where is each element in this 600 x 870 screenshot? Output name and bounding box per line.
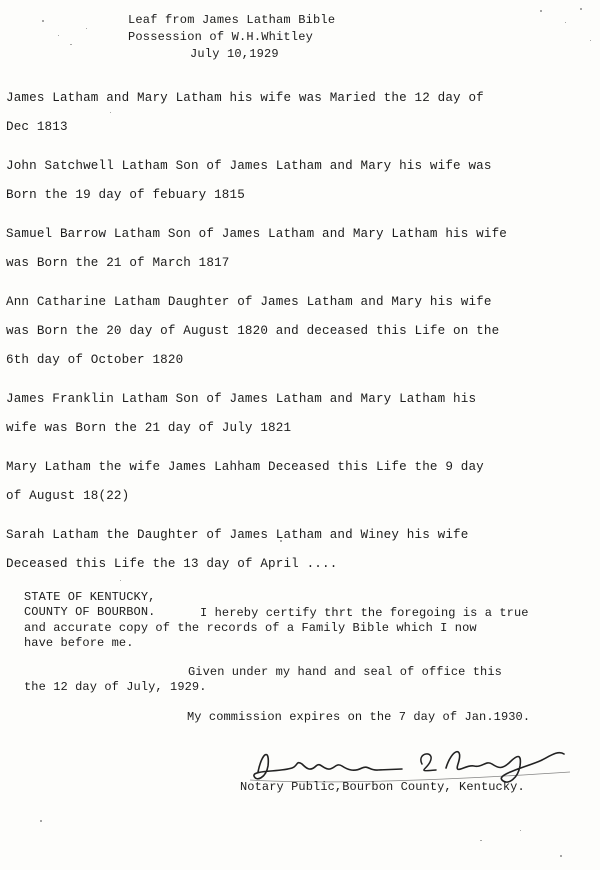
document-header <box>128 12 335 63</box>
record-line: of August 18(22) <box>6 489 130 503</box>
record-line: James Franklin Latham Son of James Latham and Mary Latham his <box>6 392 477 406</box>
certificate-given-line: the 12 day of July, 1929. <box>24 680 207 694</box>
record-marriage <box>6 84 591 142</box>
record-line: Dec 1813 <box>6 120 68 134</box>
notary-title: Notary Public,Bourbon County, Kentucky. <box>240 780 525 794</box>
record-line: Samuel Barrow Latham Son of James Latham and Mary Latham his wife <box>6 227 507 241</box>
certificate-statement-line: have before me. <box>24 636 134 650</box>
record-john-satchwell <box>6 152 591 210</box>
certificate-given-line: Given under my hand and seal of office this <box>188 665 502 679</box>
family-records <box>6 84 591 589</box>
header-title: Leaf from James Latham Bible <box>128 13 336 27</box>
certificate-commission: My commission expires on the 7 day of Jan.1930. <box>187 710 531 724</box>
record-line: Sarah Latham the Daughter of James Latham and Winey his wife <box>6 528 469 542</box>
certificate-county: COUNTY OF BOURBON. <box>24 605 156 619</box>
certificate-state: STATE OF KENTUCKY, <box>24 590 156 604</box>
record-line: John Satchwell Latham Son of James Latham and Mary his wife was <box>6 159 492 173</box>
record-line: was Born the 21 of March 1817 <box>6 256 230 270</box>
certificate-statement-line: and accurate copy of the records of a Family Bible which I now <box>24 621 477 635</box>
record-sarah-latham <box>6 521 591 579</box>
notary-certificate <box>24 590 589 725</box>
header-possession: Possession of W.H.Whitley <box>128 30 314 44</box>
record-line: Born the 19 day of febuary 1815 <box>6 188 245 202</box>
certificate-statement-line: I hereby certify thrt the foregoing is a true <box>200 606 529 620</box>
record-samuel-barrow <box>6 220 591 278</box>
record-line: was Born the 20 day of August 1820 and deceased this Life on the <box>6 324 500 338</box>
record-line: Deceased this Life the 13 day of April .... <box>6 557 338 571</box>
record-ann-catharine <box>6 288 591 375</box>
record-line: 6th day of October 1820 <box>6 353 184 367</box>
record-line: Ann Catharine Latham Daughter of James Latham and Mary his wife <box>6 295 492 309</box>
record-line: wife was Born the 21 day of July 1821 <box>6 421 292 435</box>
record-line: James Latham and Mary Latham his wife was Maried the 12 day of <box>6 91 484 105</box>
header-date: July 10,1929 <box>190 47 279 61</box>
record-mary-latham-death <box>6 453 591 511</box>
record-line: Mary Latham the wife James Lahham Deceased this Life the 9 day <box>6 460 484 474</box>
record-james-franklin <box>6 385 591 443</box>
notary-signature-block <box>240 742 590 802</box>
